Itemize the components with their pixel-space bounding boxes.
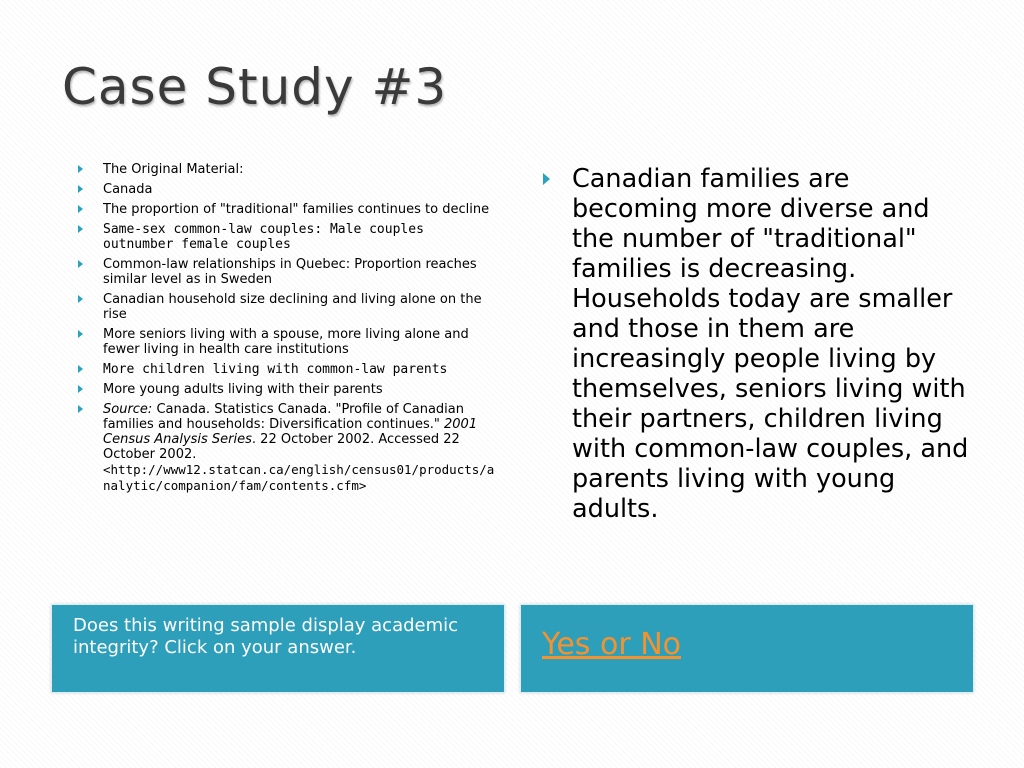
list-item [78,327,498,357]
list-item [78,257,498,287]
bullet-arrow-icon [78,365,83,373]
list-item-text: More children living with common-law parents [103,362,448,377]
list-item-text: More young adults living with their parents [103,382,383,397]
list-item [78,382,498,397]
list-item-text: Common-law relationships in Quebec: Proportion reaches similar level as in Sweden [103,257,477,287]
source-label: Source: [103,402,153,417]
source-text-part2: . 22 October 2002. Accessed 22 October 2002. [103,432,460,462]
list-item [78,222,498,252]
list-item-text: Canadian household size declining and living alone on the rise [103,292,482,322]
list-item [78,182,498,197]
bullet-arrow-icon [78,185,83,193]
bullet-arrow-icon [78,385,83,393]
bullet-arrow-icon [78,260,83,268]
list-item [78,202,498,217]
question-panel [51,604,505,693]
bullet-arrow-icon [78,205,83,213]
list-item-text: More seniors living with a spouse, more living alone and fewer living in health care institutions [103,327,469,357]
source-text-part1: Canada. Statistics Canada. "Profile of Canadian families and households: Diversification continues." [103,402,464,432]
source-material-list [78,162,498,499]
question-text: Does this writing sample display academic integrity? Click on your answer. [73,615,459,658]
list-item [78,162,498,177]
source-url: <http://www12.statcan.ca/english/census01/products/analytic/companion/fam/contents.cfm> [103,462,495,493]
bullet-arrow-icon [78,295,83,303]
source-citation [78,402,498,494]
list-item-text: The Original Material: [103,162,244,177]
bullet-arrow-icon [78,225,83,233]
yes-or-no-link[interactable]: Yes or No [542,627,681,662]
summary-paragraph [543,164,973,524]
bullet-arrow-icon [78,405,83,413]
source-series: 2001 Census Analysis Series [103,417,478,447]
bullet-arrow-icon [543,173,550,185]
slide-title: Case Study #3 [62,58,448,116]
list-item-text: The proportion of "traditional" families continues to decline [103,202,490,217]
list-item [78,292,498,322]
bullet-arrow-icon [78,330,83,338]
summary-text: Canadian families are becoming more diverse and the number of "traditional" families is decreasing. Households today are smaller and those in them are increasingly people living by themselves, seniors living with their partners, children living with common-law couples, and parents living with young adults. [572,164,969,524]
bullet-arrow-icon [78,165,83,173]
list-item [78,362,498,377]
list-item-text: Canada [103,182,153,197]
list-item-text: Same-sex common-law couples: Male couples outnumber female couples [103,222,424,252]
answer-panel [520,604,974,693]
